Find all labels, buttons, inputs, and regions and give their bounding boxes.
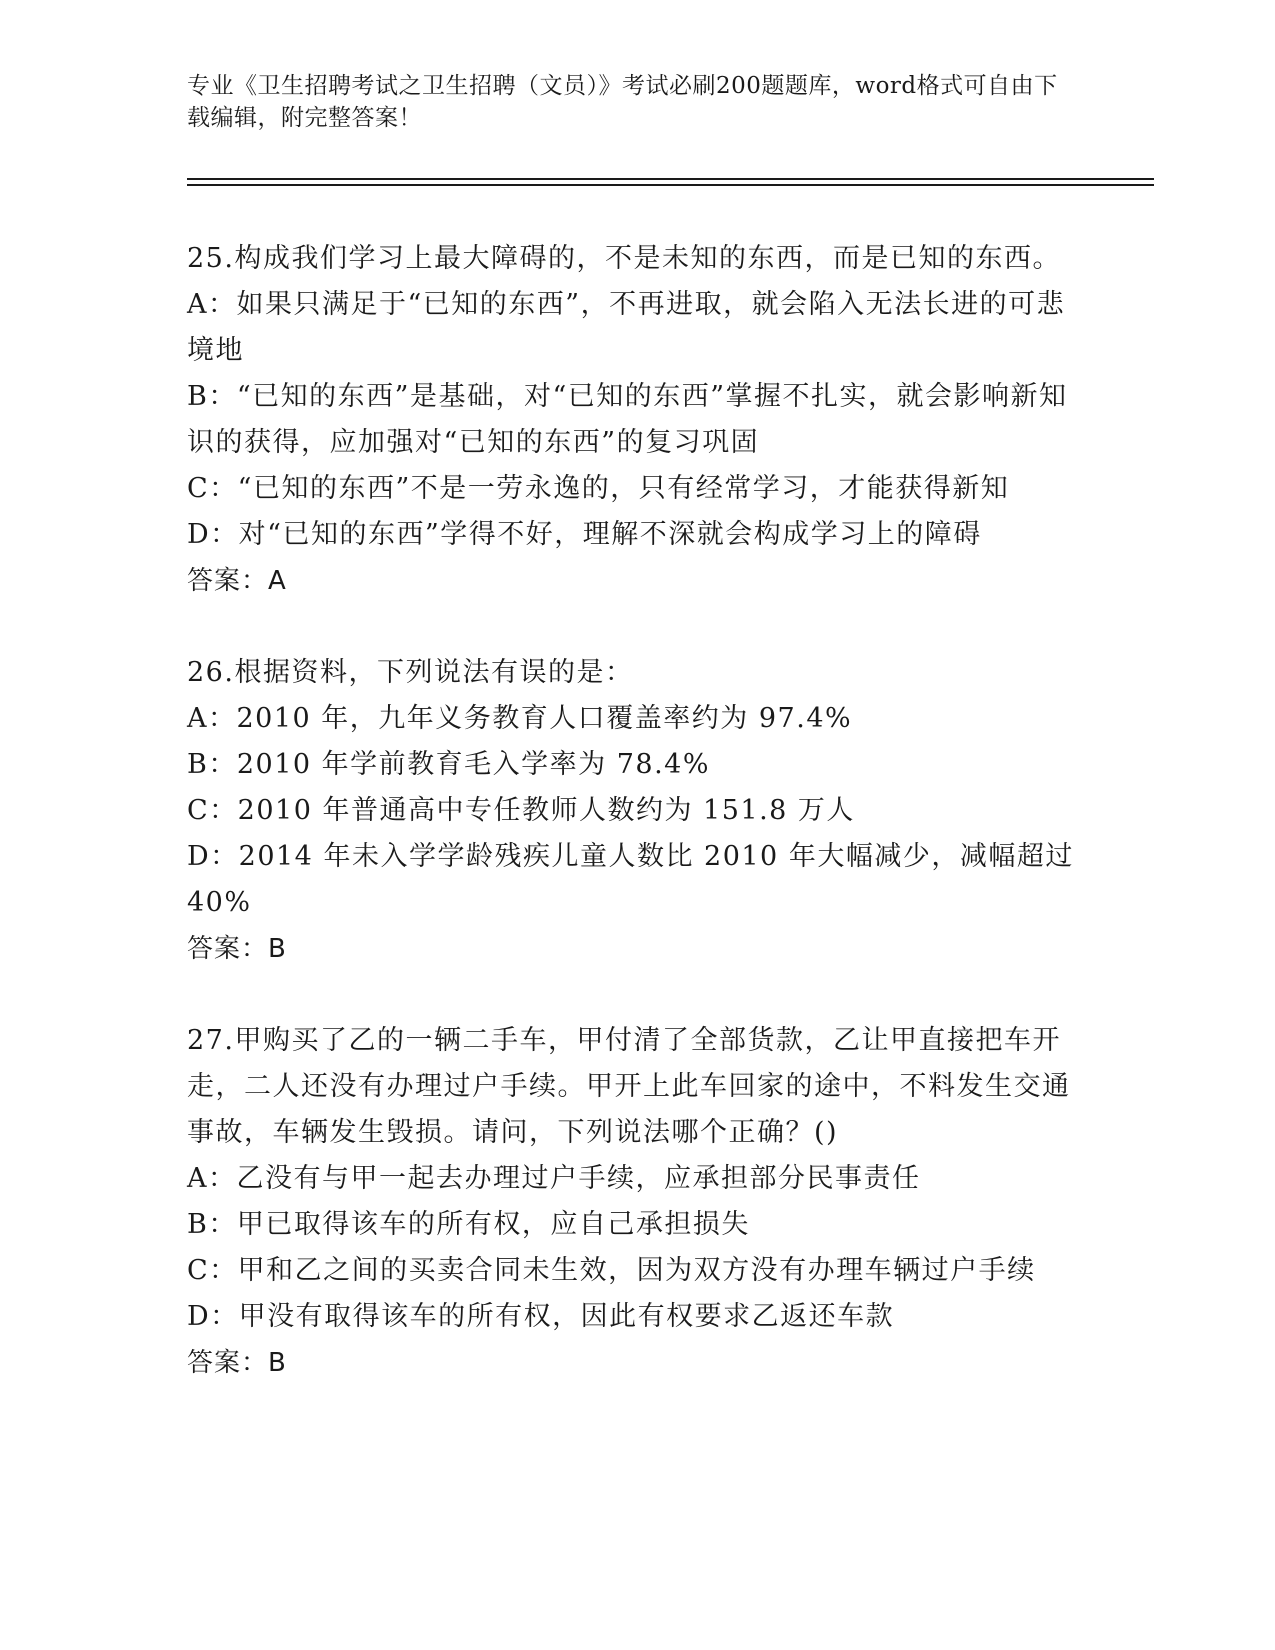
option-c: C：2010 年普通高中专任教师人数约为 151.8 万人 — [187, 795, 855, 826]
answer-label: 答案：B — [187, 1348, 287, 1378]
option-a: A：如果只满足于“已知的东西”，不再进取，就会陷入无法长进的可悲境地 — [187, 289, 1066, 366]
header-divider-top — [187, 178, 1154, 180]
option-d: D：甲没有取得该车的所有权，因此有权要求乙返还车款 — [187, 1301, 895, 1332]
question-list — [187, 236, 1087, 1432]
header-divider-bottom — [187, 184, 1154, 186]
option-d: D：2014 年未入学学龄残疾儿童人数比 2010 年大幅减少，减幅超过 40% — [187, 841, 1074, 918]
question-26 — [187, 650, 1087, 972]
option-a: A：2010 年，九年义务教育人口覆盖率约为 97.4% — [187, 703, 853, 734]
header-text: 专业《卫生招聘考试之卫生招聘（文员）》考试必刷200题题库，word格式可自由下载编辑，附完整答案！ — [187, 73, 1058, 131]
option-a: A：乙没有与甲一起去办理过户手续，应承担部分民事责任 — [187, 1163, 921, 1194]
option-b: B：甲已取得该车的所有权，应自己承担损失 — [187, 1209, 750, 1240]
document-header — [187, 70, 1147, 134]
answer-label: 答案：B — [187, 934, 287, 964]
option-c: C：甲和乙之间的买卖合同未生效，因为双方没有办理车辆过户手续 — [187, 1255, 1036, 1286]
option-d: D：对“已知的东西”学得不好，理解不深就会构成学习上的障碍 — [187, 519, 982, 550]
question-stem: 27.甲购买了乙的一辆二手车，甲付清了全部货款，乙让甲直接把车开走，二人还没有办理过户手续。甲开上此车回家的途中，不料发生交通事故，车辆发生毁损。请问，下列说法哪个正确？() — [187, 1025, 1071, 1148]
option-b: B：2010 年学前教育毛入学率为 78.4% — [187, 749, 710, 780]
question-stem: 26.根据资料，下列说法有误的是： — [187, 657, 634, 688]
option-c: C：“已知的东西”不是一劳永逸的，只有经常学习，才能获得新知 — [187, 473, 1010, 504]
answer-label: 答案：A — [187, 566, 287, 596]
question-27 — [187, 1018, 1087, 1386]
question-25 — [187, 236, 1087, 604]
question-stem: 25.构成我们学习上最大障碍的，不是未知的东西，而是已知的东西。 — [187, 243, 1061, 274]
option-b: B：“已知的东西”是基础，对“已知的东西”掌握不扎实，就会影响新知识的获得，应加强对“已知的东西”的复习巩固 — [187, 381, 1068, 458]
